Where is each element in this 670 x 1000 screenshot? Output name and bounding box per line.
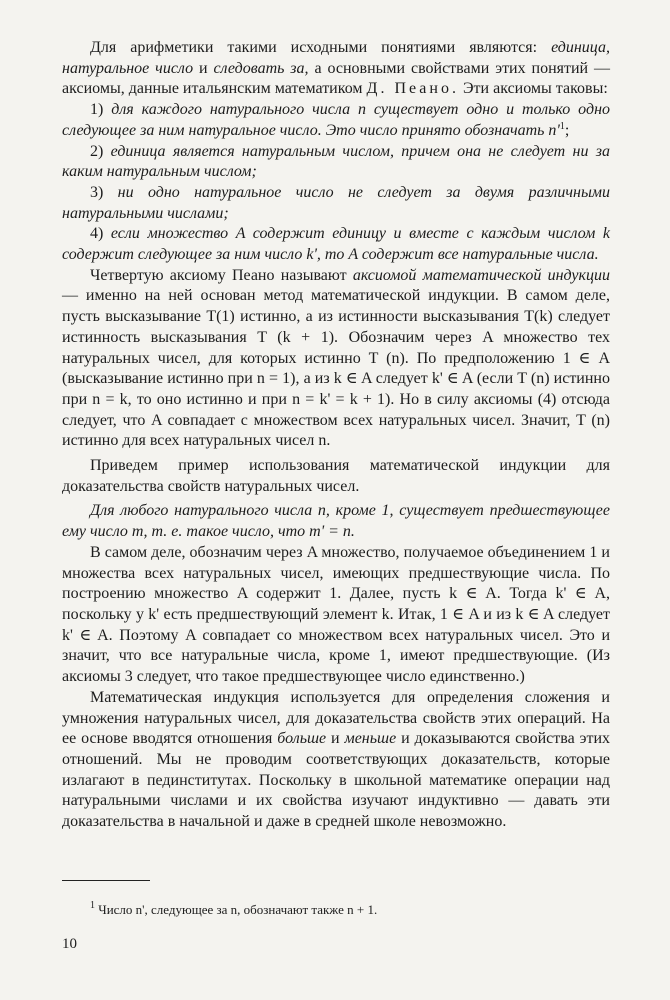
- axiom-3: 3) ни одно натуральное число не следует за двумя различными натуральными числами;: [62, 183, 611, 222]
- footnote-ref: 1: [559, 120, 565, 132]
- paragraph-proof: В самом деле, обозначим через A множество, получаемое объединением 1 и множества всех натуральных чисел, имеющих предшествующие числа. По построению множество A содержит 1. Далее, пусть k ∈ A. Тогда k' ∈ A, поскольку у k' есть предшествующий элемент k. Итак, 1 ∈ A и из k ∈ A следует k' ∈ A. Поэтому A совпадает со множеством всех натуральных чисел. Это и значит, что все натуральные числа, кроме 1, имеют предшествующие. (Из аксиомы 3 следует, что такое предшествующее число единственно.): [62, 543, 610, 686]
- footnote-mark: 1: [90, 900, 95, 911]
- theorem-statement: Для любого натурального числа n, кроме 1, существует предшествующее ему число m, т. е. такое число, что m' = n.: [62, 502, 610, 541]
- footnote: [90, 902, 377, 918]
- body-text: [62, 38, 610, 833]
- footnote-text: Число n', следующее за n, обозначают также n + 1.: [98, 902, 378, 917]
- paragraph-application: Математическая индукция используется для определения сложения и умножения натуральных чисел, для доказательства свойств этих операций. На ее основе вводятся отношения больше и меньше и доказываются свойства этих отношений. Мы не проводим соответствующих доказательств, которые излагают в пединститутах. Поскольку в школьной математике операции над натуральными числами и их свойства изучают индуктивно — давать эти доказательства в начальной и даже в средней школе невозможно.: [62, 688, 611, 831]
- author-name: Д. Пеано.: [366, 80, 459, 98]
- footnote-divider: [62, 880, 150, 881]
- page-number: 10: [62, 936, 77, 952]
- axiom-2: 2) единица является натуральным числом, причем она не следует ни за каким натуральным числом;: [62, 142, 610, 181]
- axiom-1: 1) для каждого натурального числа n существует одно и только одно следующее за ним натуральное число. Это число принято обозначать $n'^1$;: [62, 101, 610, 139]
- axiom-4: 4) если множество A содержит единицу и вместе с каждым числом k содержит следующее за ним число k', то A содержит все натуральные числа.: [62, 225, 611, 264]
- paragraph-example-intro: Приведем пример использования математической индукции для доказательства свойств натуральных чисел.: [62, 457, 610, 495]
- paragraph-intro: Для арифметики такими исходными понятиями являются: единица, натуральное число и следовать за, а основными свойствами этих понятий — аксиомы, данные итальянским математиком Д. Пеано. Эти аксиомы таковы:: [62, 39, 611, 98]
- paragraph-induction: Четвертую аксиому Пеано называют аксиомой математической индукции — именно на ней основан метод математической индукции. В самом деле, пусть высказывание T(1) истинно, а из истинности высказывания T(k) следует истинность высказывания T (k + 1). Обозначим через A множество тех натуральных чисел, для которых истинно T (n). По предположению 1 ∈ A (высказывание истинно при n = 1), а из k ∈ A следует k' ∈ A (если T (n) истинно при n = k, то оно истинно и при n = k' = k + 1). Но в силу аксиомы (4) отсюда следует, что A совпадает с множеством всех натуральных чисел. Значит, T (n) истинно для всех натуральных чисел n.: [62, 266, 610, 450]
